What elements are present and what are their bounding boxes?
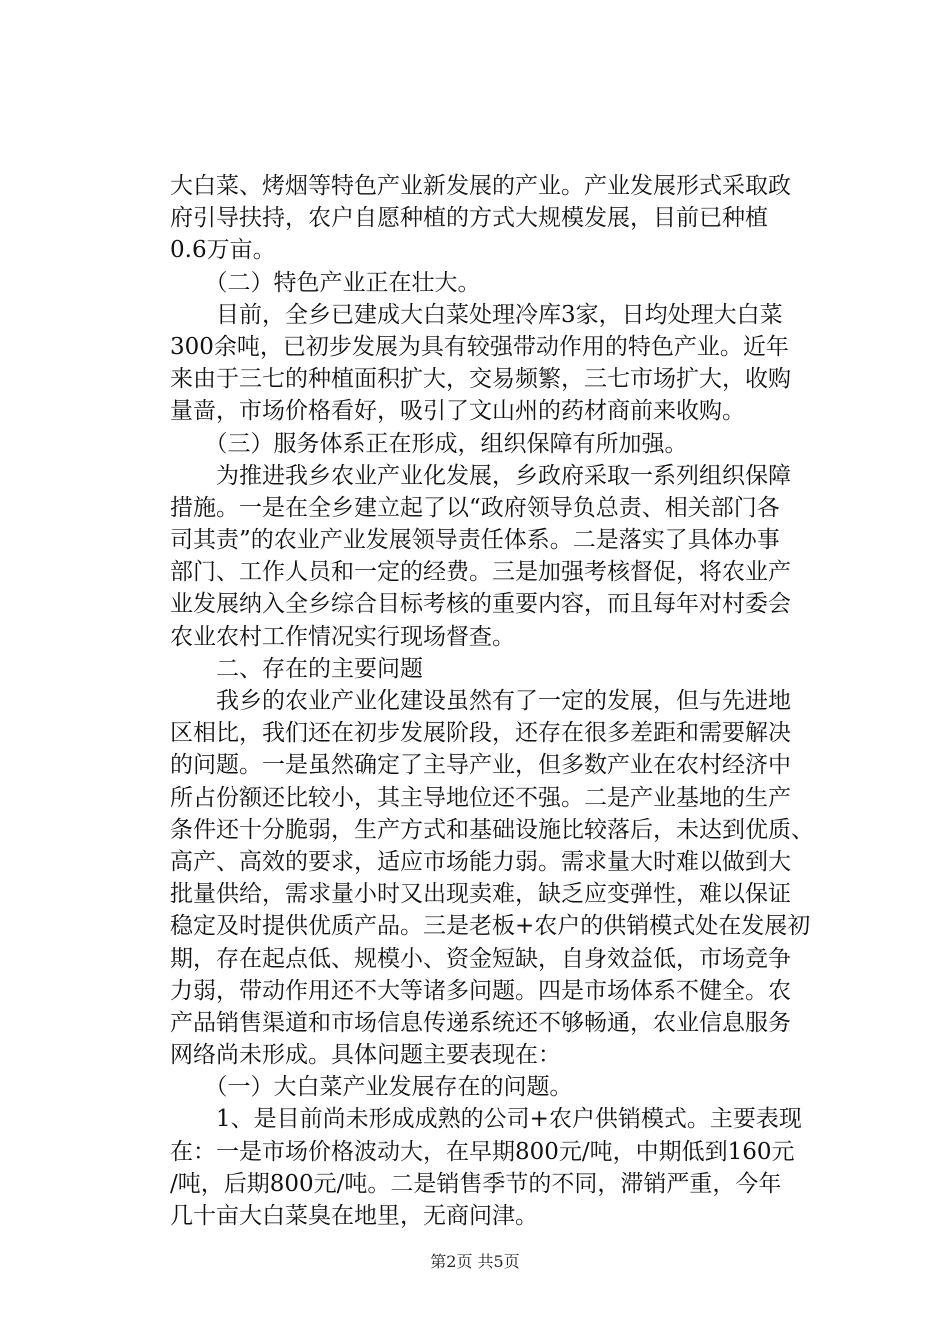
document-body xyxy=(170,170,830,1232)
text-line-6: 300余吨，已初步发展为具有较强带动作用的特色产业。近年 xyxy=(170,333,789,360)
text-line-23: 批量供给，需求量小时又出现卖难，缺乏应变弹性，难以保证 xyxy=(170,881,791,908)
text-line-10: 为推进我乡农业产业化发展，乡政府采取一系列组织保障 xyxy=(170,462,791,489)
text-line-21: 条件还十分脆弱，生产方式和基础设施比较落后，未达到优质、 xyxy=(170,816,814,843)
page-number-footer: 第2页 共5页 xyxy=(430,1252,520,1271)
section-heading-3: （三）服务体系正在形成，组织保障有所加强。 xyxy=(170,430,688,457)
text-line-20: 所占份额还比较小，其主导地位还不强。二是产业基地的生产 xyxy=(170,784,791,811)
text-line-25: 期，存在起点低、规模小、资金短缺，自身效益低，市场竞争 xyxy=(170,945,791,972)
text-line-14: 业发展纳入全乡综合目标考核的重要内容，而且每年对村委会 xyxy=(170,591,791,618)
text-line-2: 府引导扶持，农户自愿种植的方式大规模发展，目前已种植 xyxy=(170,205,768,232)
text-line-33: 几十亩大白菜臭在地里，无商问津。 xyxy=(170,1203,538,1229)
text-line-5: 目前，全乡已建成大白菜处理冷库3家，日均处理大白菜 xyxy=(170,301,783,328)
text-line-26: 力弱，带动作用还不大等诸多问题。四是市场体系不健全。农 xyxy=(170,977,791,1004)
section-heading-2: （二）特色产业正在壮大。 xyxy=(170,269,481,296)
text-line-30: 1、是目前尚未形成成熟的公司+农户供销模式。主要表现 xyxy=(170,1106,802,1133)
text-line-7: 来由于三七的种植面积扩大，交易频繁，三七市场扩大，收购 xyxy=(170,366,791,393)
text-line-31: 在：一是市场价格波动大，在早期800元/吨，中期低到160元 xyxy=(170,1138,795,1165)
text-line-24: 稳定及时提供优质产品。三是老板+农户的供销模式处在发展初 xyxy=(170,913,811,940)
text-line-12: 司其责”的农业产业发展领导责任体系。二是落实了具体办事 xyxy=(170,527,780,554)
text-line-28: 网络尚未形成。具体问题主要表现在： xyxy=(170,1042,561,1069)
text-line-27: 产品销售渠道和市场信息传递系统还不够畅通，农业信息服务 xyxy=(170,1009,791,1036)
chapter-heading-2: 二、存在的主要问题 xyxy=(170,655,423,682)
text-line-17: 我乡的农业产业化建设虽然有了一定的发展，但与先进地 xyxy=(170,688,791,714)
text-line-15: 农业农村工作情况实行现场督查。 xyxy=(170,623,515,650)
text-line-19: 的问题。一是虽然确定了主导产业，但多数产业在农村经济中 xyxy=(170,752,791,779)
text-line-18: 区相比，我们还在初步发展阶段，还存在很多差距和需要解决 xyxy=(170,720,791,747)
text-line-32: /吨，后期800元/吨。二是销售季节的不同，滞销严重，今年 xyxy=(170,1170,782,1197)
text-line-3: 0.6万亩。 xyxy=(170,237,276,264)
section-heading-problems-1: （一）大白菜产业发展存在的问题。 xyxy=(170,1074,573,1101)
text-line-8: 量啬，市场价格看好，吸引了文山州的药材商前来收购。 xyxy=(170,398,745,425)
text-line-11: 措施。一是在全乡建立起了以“政府领导负总责、相关部门各 xyxy=(170,494,780,521)
text-line-13: 部门、工作人员和一定的经费。三是加强考核督促，将农业产 xyxy=(170,559,791,586)
text-line-22: 高产、高效的要求，适应市场能力弱。需求量大时难以做到大 xyxy=(170,848,791,875)
text-line-1: 大白菜、烤烟等特色产业新发展的产业。产业发展形式采取政 xyxy=(170,173,791,199)
